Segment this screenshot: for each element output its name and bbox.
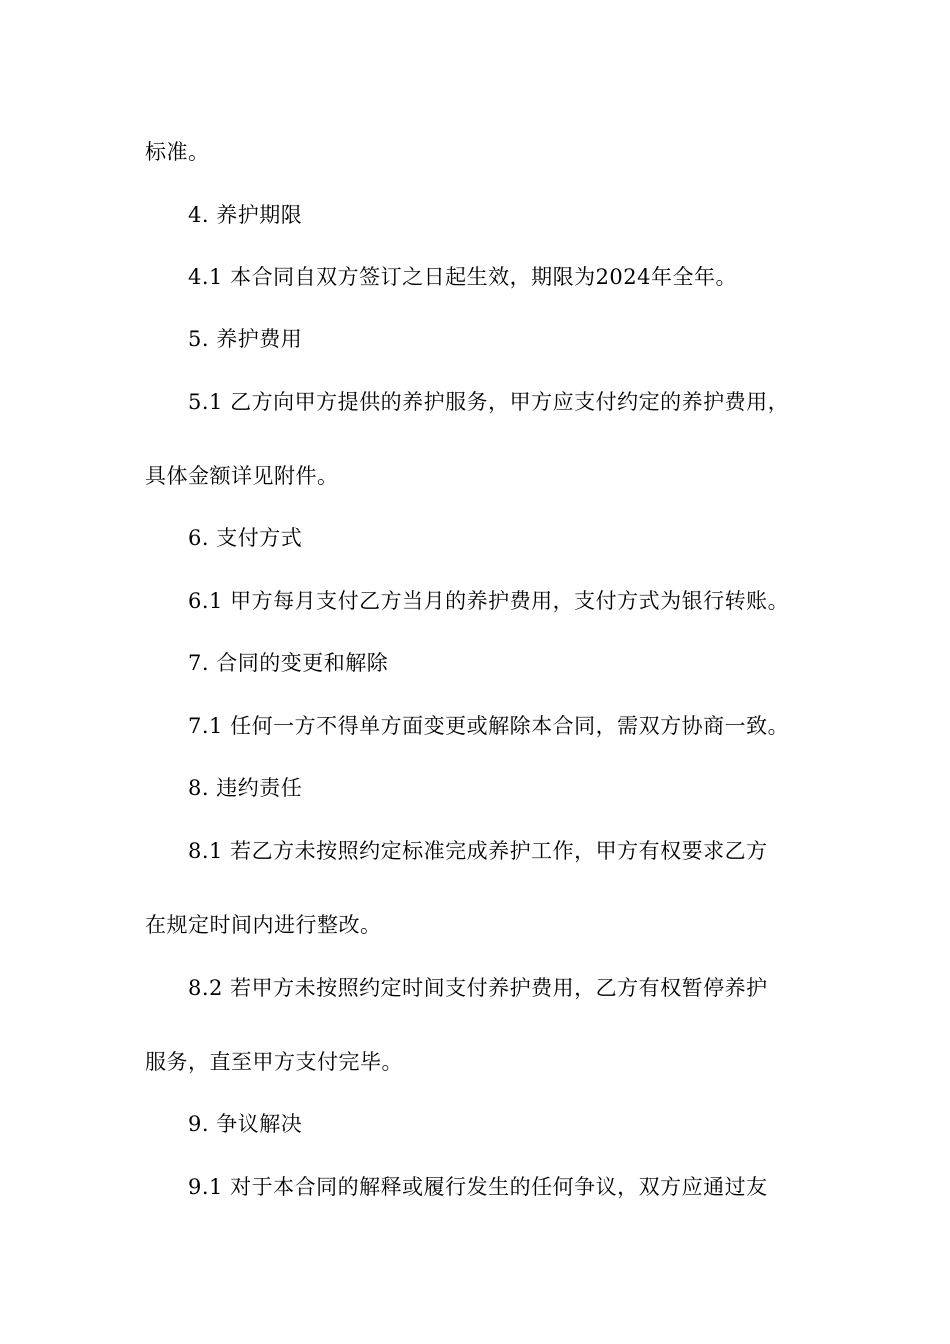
clause-8-1: 8.1 若乙方未按照约定标准完成养护工作，甲方有权要求乙方 [188, 839, 768, 863]
section-heading-term: 4. 养护期限 [188, 203, 303, 227]
clause-5-1: 5.1 乙方向甲方提供的养护服务，甲方应支付约定的养护费用， [188, 390, 790, 414]
clause-4-1: 4.1 本合同自双方签订之日起生效，期限为2024年全年。 [188, 265, 738, 289]
clause-8-2-continuation: 服务，直至甲方支付完毕。 [145, 1050, 403, 1074]
section-heading-liability: 8. 违约责任 [188, 776, 303, 800]
section-heading-fees: 5. 养护费用 [188, 327, 303, 351]
clause-9-1: 9.1 对于本合同的解释或履行发生的任何争议，双方应通过友 [188, 1175, 768, 1199]
clause-7-1: 7.1 任何一方不得单方面变更或解除本合同，需双方协商一致。 [188, 714, 790, 738]
clause-8-2: 8.2 若甲方未按照约定时间支付养护费用，乙方有权暂停养护 [188, 976, 768, 1000]
clause-6-1: 6.1 甲方每月支付乙方当月的养护费用，支付方式为银行转账。 [188, 589, 790, 613]
clause-8-1-continuation: 在规定时间内进行整改。 [145, 913, 382, 937]
clause-5-1-continuation: 具体金额详见附件。 [145, 464, 339, 488]
section-heading-disputes: 9. 争议解决 [188, 1112, 303, 1136]
paragraph-continuation: 标准。 [145, 140, 210, 164]
section-heading-changes: 7. 合同的变更和解除 [188, 651, 389, 675]
section-heading-payment: 6. 支付方式 [188, 526, 303, 550]
